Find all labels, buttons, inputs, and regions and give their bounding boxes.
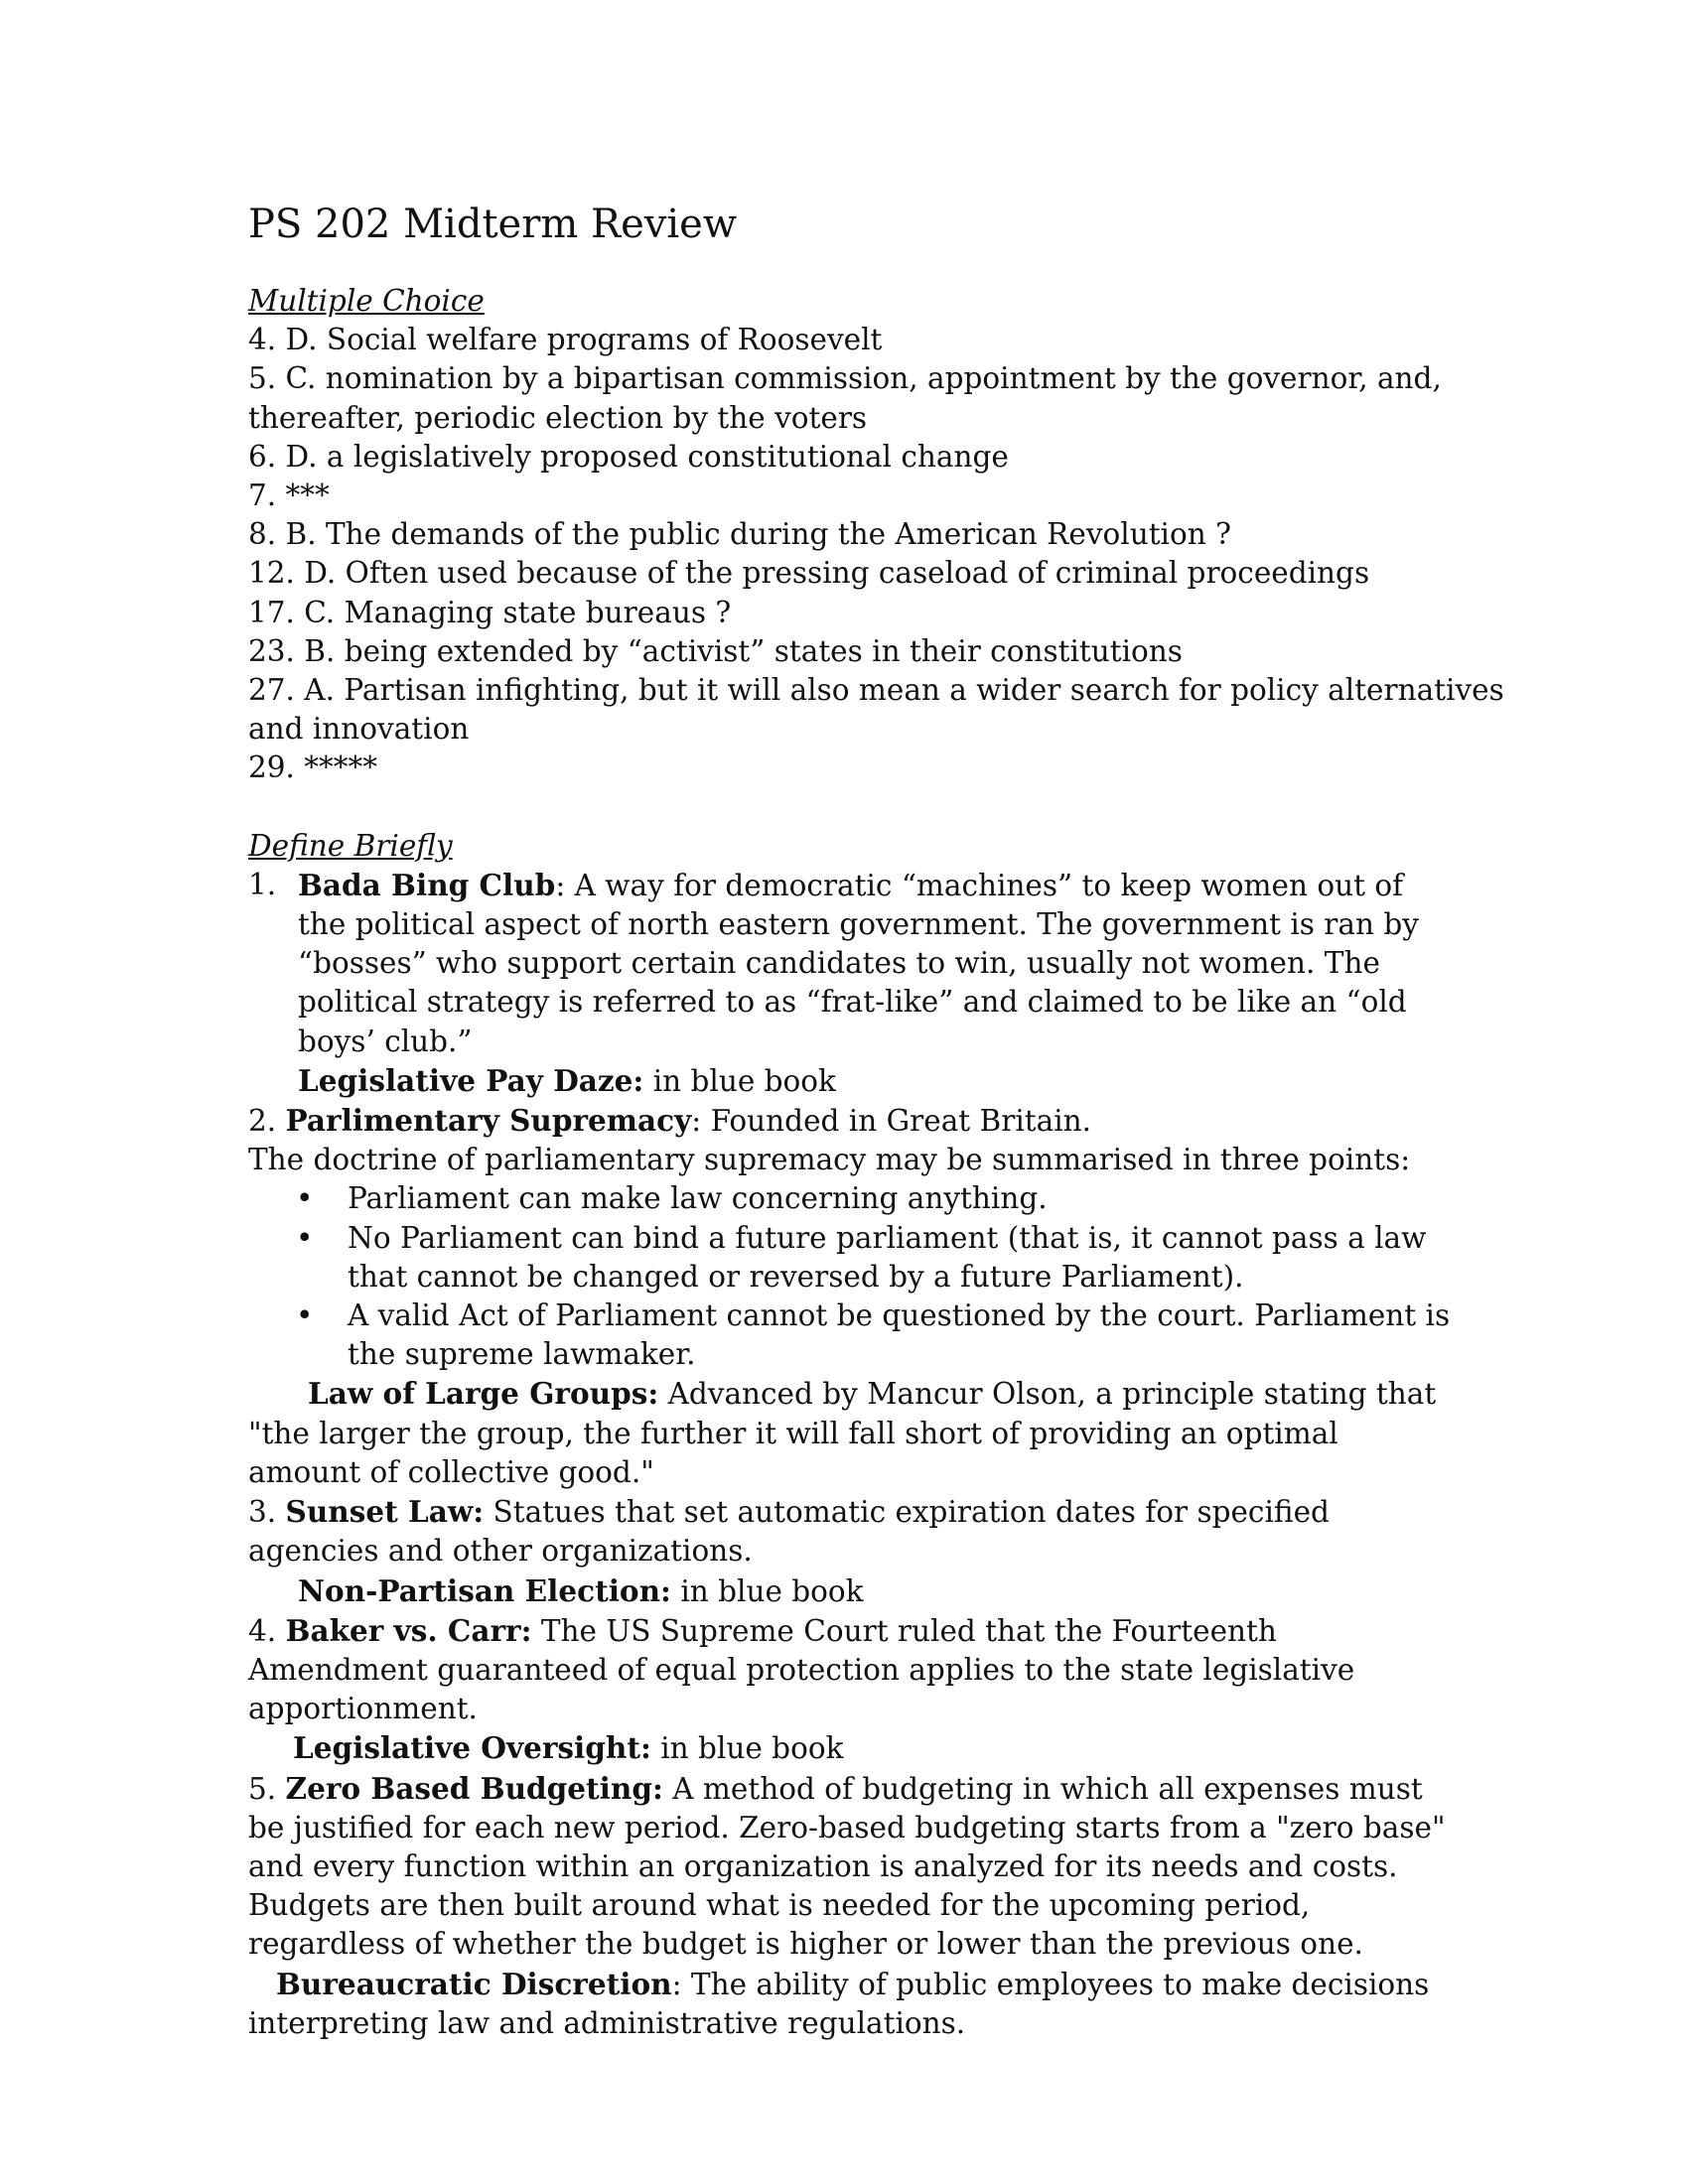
section-gap bbox=[248, 788, 1460, 827]
definition: Advanced by Mancur Olson, a principle stating that "the larger the group, the further it will fall short of providing an optimal amount of collective good." bbox=[248, 1377, 1437, 1489]
definition: The US Supreme Court ruled that the Fourteenth Amendment guaranteed of equal protection applies to the state legislative apportionment. bbox=[248, 1613, 1355, 1726]
alternate-definition bbox=[248, 1061, 1460, 1101]
answer-line: 29. ***** bbox=[248, 751, 378, 785]
define-briefly-heading: Define Briefly bbox=[248, 828, 453, 863]
item-number: 4. bbox=[248, 1613, 286, 1648]
define-briefly-section bbox=[248, 827, 1460, 2043]
list-item: • No Parliament can bind a future parliament (that is, it cannot pass a law that cannot be changed or reversed by a future Parliament). bbox=[248, 1219, 1460, 1297]
definition: : The ability of public employees to make decisions interpreting law and administrative regulations. bbox=[248, 1967, 1430, 2040]
bullet-icon: • bbox=[296, 1298, 314, 1333]
answer-line: thereafter, periodic election by the voters bbox=[248, 400, 868, 435]
alternate-definition bbox=[248, 1965, 1460, 2043]
term: Sunset Law: bbox=[285, 1494, 485, 1530]
definition-item-2 bbox=[248, 1101, 1460, 1141]
alternate-definition bbox=[248, 1728, 1460, 1768]
answer-line: 12. D. Often used because of the pressing caseload of criminal proceedings bbox=[248, 556, 1370, 591]
list-item: • Parliament can make law concerning anything. bbox=[248, 1179, 1460, 1218]
definition: : Founded in Great Britain. bbox=[691, 1104, 1092, 1139]
document-title: PS 202 Midterm Review bbox=[248, 202, 738, 247]
answer-line: 7. *** bbox=[248, 478, 330, 513]
answer-line: 17. C. Managing state bureaus ? bbox=[248, 595, 732, 629]
multiple-choice-section bbox=[248, 282, 1504, 788]
bullet-icon: • bbox=[296, 1181, 314, 1216]
definition-intro: The doctrine of parliamentary supremacy may be summarised in three points: bbox=[248, 1143, 1411, 1177]
definition-item-5 bbox=[248, 1769, 1460, 1965]
term: Baker vs. Carr: bbox=[285, 1612, 532, 1648]
answer-line: 27. A. Partisan infighting, but it will also mean a wider search for policy alternatives bbox=[248, 673, 1504, 708]
term: Parlimentary Supremacy bbox=[285, 1103, 692, 1139]
definition: : A way for democratic “machines” to keep women out of the political aspect of north eastern government. The government is ran by “bosses” who support certain candidates to win, usually not women. The political strategy is referred to as “frat-like” and claimed to be like an “old boys’ club.” bbox=[298, 868, 1419, 1058]
alternate-definition bbox=[248, 1571, 1460, 1611]
term: Zero Based Budgeting: bbox=[285, 1770, 663, 1806]
list-item: • A valid Act of Parliament cannot be questioned by the court. Parliament is the supreme lawmaker. bbox=[248, 1297, 1460, 1374]
definition-item-1 bbox=[248, 866, 1460, 1061]
answer-line: 4. D. Social welfare programs of Roosevelt bbox=[248, 323, 883, 357]
item-number: 2. bbox=[248, 1104, 286, 1139]
definition: in blue book bbox=[670, 1573, 864, 1608]
definition-text bbox=[298, 866, 1460, 1061]
definition: Statues that set automatic expiration dates for specified agencies and other organizations. bbox=[248, 1495, 1330, 1569]
term: Legislative Oversight: bbox=[293, 1730, 651, 1766]
item-number: 3. bbox=[248, 1495, 286, 1530]
definition: in blue book bbox=[643, 1063, 836, 1098]
answer-line: 6. D. a legislatively proposed constitutional change bbox=[248, 439, 1009, 474]
term: Law of Large Groups: bbox=[308, 1376, 659, 1412]
alternate-definition bbox=[248, 1374, 1460, 1492]
term: Bada Bing Club bbox=[298, 867, 556, 902]
answer-line: 5. C. nomination by a bipartisan commission, appointment by the governor, and, bbox=[248, 361, 1442, 396]
definition: in blue book bbox=[650, 1731, 844, 1766]
answer-line: 8. B. The demands of the public during the American Revolution ? bbox=[248, 517, 1231, 552]
definition-item-3 bbox=[248, 1492, 1460, 1570]
document-page bbox=[248, 195, 1504, 2043]
definition: A method of budgeting in which all expenses must be justified for each new period. Zero-based budgeting starts from a "zero base" and every function within an organization is analyzed for its needs and costs. Budgets are then built around what is needed for the upcoming period, regardless of whether the budget is higher or lower than the previous one. bbox=[248, 1771, 1446, 1962]
bullet-icon: • bbox=[296, 1220, 314, 1255]
item-number: 1. bbox=[248, 867, 277, 901]
answer-line: and innovation bbox=[248, 712, 470, 747]
term: Non-Partisan Election: bbox=[298, 1572, 671, 1608]
multiple-choice-heading: Multiple Choice bbox=[248, 284, 485, 318]
term: Bureaucratic Discretion bbox=[276, 1966, 672, 2001]
bullet-list bbox=[248, 1179, 1460, 1374]
definition-item-4 bbox=[248, 1611, 1460, 1729]
answer-line: 23. B. being extended by “activist” states in their constitutions bbox=[248, 633, 1183, 668]
term: Legislative Pay Daze: bbox=[298, 1062, 644, 1098]
item-number: 5. bbox=[248, 1771, 286, 1806]
